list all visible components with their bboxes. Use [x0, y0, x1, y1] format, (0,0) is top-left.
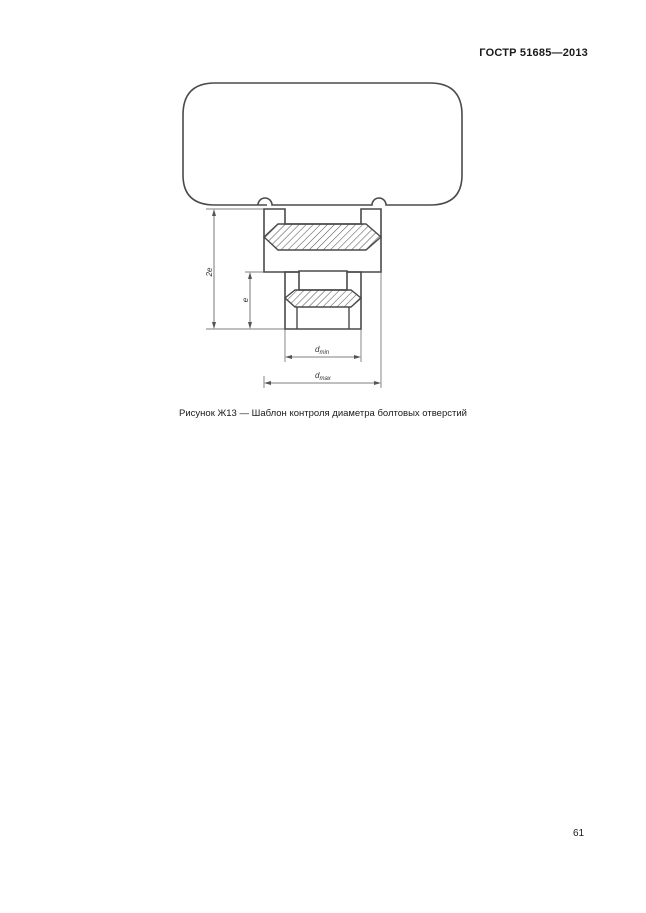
page-number: 61 — [573, 828, 585, 839]
dim-e-arrow-top — [248, 272, 252, 279]
label-dmin-sub: min — [319, 350, 330, 356]
gauge-drawing — [0, 0, 646, 420]
figure-caption-text: Рисунок Ж13 — Шаблон контроля диаметра болтовых отверстий — [179, 408, 467, 419]
label-dmin-main: d — [315, 345, 320, 354]
label-dmax-main: d — [315, 371, 320, 380]
dim-dmax-arrow-left — [264, 381, 271, 385]
standard-code: ГОСТР 51685—2013 — [479, 47, 588, 59]
dim-2e-arrow-bottom — [212, 322, 216, 329]
label-dmax — [315, 371, 332, 382]
upper-hatched-section — [264, 224, 381, 250]
dim-dmax-arrow-right — [374, 381, 381, 385]
label-e: e — [241, 297, 250, 303]
label-2e: 2e — [205, 267, 214, 277]
dim-e-arrow-bottom — [248, 322, 252, 329]
label-dmax-sub: max — [319, 376, 331, 382]
dim-dmin-arrow-left — [285, 355, 292, 359]
dim-2e-arrow-top — [212, 209, 216, 216]
figure-caption — [0, 408, 646, 419]
lower-hatched-section — [285, 290, 361, 307]
dim-dmin-arrow-right — [354, 355, 361, 359]
gauge-handle-outline — [183, 83, 462, 205]
label-dmin — [315, 345, 330, 356]
